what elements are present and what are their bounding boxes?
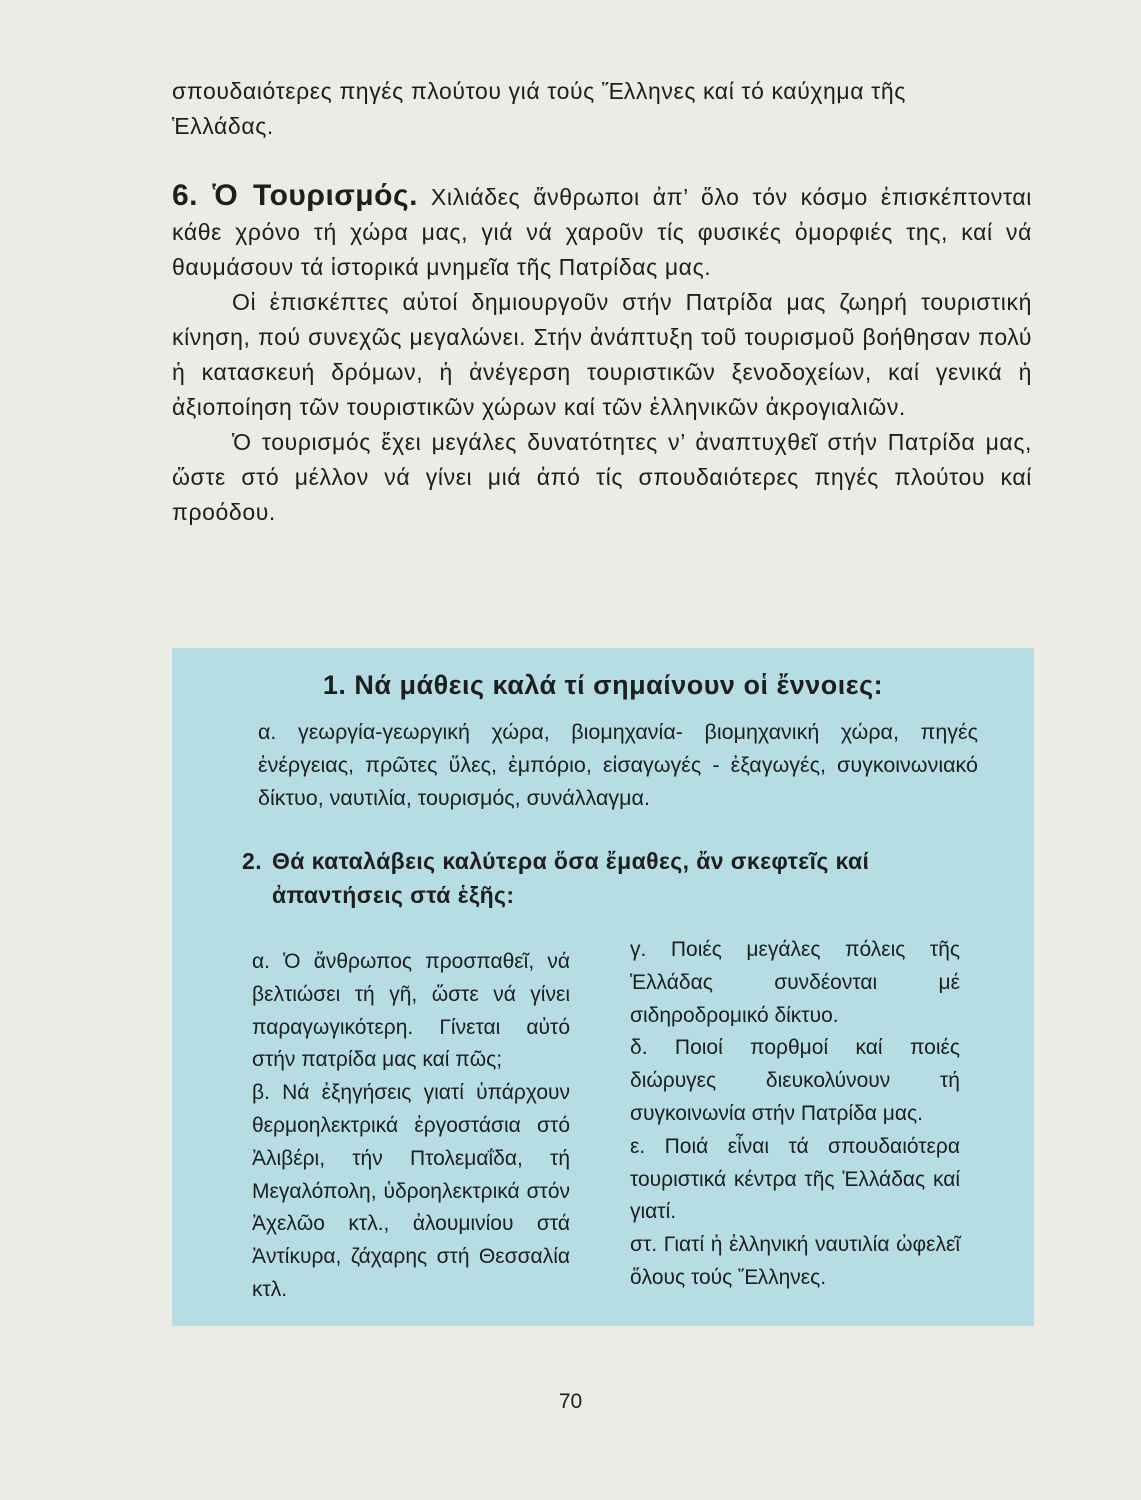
- exercise-2-title-line-2: ἀπαντήσεις στά ἑξῆς:: [272, 882, 515, 908]
- tourism-paragraph-3: Ὁ τουρισμός ἔχει μεγάλες δυνατότητες ν’ ἀναπτυχθεῖ στήν Πατρίδα μας, ὥστε στό μέλλον νά γίνει μιά ἀπό τίς σπουδαιότερες πηγές πλούτου καί προόδου.: [172, 429, 1032, 525]
- exercise-2-number: 2.: [242, 848, 262, 874]
- exercise-1-body: α. γεωργία-γεωργική χώρα, βιομηχανία- βιομηχανική χώρα, πηγές ἐνέργειας, πρῶτες ὕλες, ἐμπόριο, εἰσαγωγές - ἐξαγωγές, συγκοινωνιακό δίκτυο, ναυτιλία, τουρισμός, συνάλλαγμα.: [258, 720, 978, 810]
- main-text: [172, 74, 1032, 530]
- exercise-2-title-line-1: Θά καταλάβεις καλύτερα ὅσα ἔμαθες, ἄν σκεφτεῖς καί: [272, 848, 870, 874]
- continuation-line-1: σπουδαιότερες πηγές πλούτου γιά τούς Ἕλληνες καί τό καύχημα τῆς: [172, 78, 906, 104]
- exercise-2-left-column: [252, 946, 570, 1307]
- page-number: 70: [558, 1390, 583, 1413]
- question-c: γ. Ποιές μεγάλες πόλεις τῆς Ἑλλάδας συνδέονται μέ σιδηροδρομικό δίκτυο.: [630, 938, 960, 1027]
- tourism-paragraph-1: [172, 178, 1032, 285]
- exercise-2-right-column: [630, 934, 960, 1295]
- tourism-paragraph-2: Οἱ ἐπισκέπτες αὐτοί δημιουργοῦν στήν Πατρίδα μας ζωηρή τουριστική κίνηση, πού συνεχῶς μεγαλώνει. Στήν ἀνάπτυξη τοῦ τουρισμοῦ βοήθησαν πολύ ἡ κατασκευή δρόμων, ἡ ἀνέγερση τουριστικῶν ξενοδοχείων, καί γενικά ἡ ἀξιοποίηση τῶν τουριστικῶν χώρων καί τῶν ἑλληνικῶν ἀκρογιαλιῶν.: [172, 289, 1032, 420]
- section-heading: 6. Ὁ Τουρισμός.: [172, 179, 418, 212]
- continuation-line-2: Ἑλλάδας.: [172, 113, 274, 139]
- question-b: β. Νά ἐξηγήσεις γιατί ὑπάρχουν θερμοηλεκτρικά ἐργοστάσια στό Ἀλιβέρι, τήν Πτολεμαΐδα, τή Μεγαλόπολη, ὑδροηλεκτρικά στόν Ἀχελῶο κτλ., ἀλουμινίου στά Ἀντίκυρα, ζάχαρης στή Θεσσαλία κτλ.: [252, 1081, 570, 1301]
- question-a: α. Ὁ ἄνθρωπος προσπαθεῖ, νά βελτιώσει τή γῆ, ὥστε νά γίνει παραγωγικότερη. Γίνεται αὐτό στήν πατρίδα μας καί πῶς;: [252, 950, 570, 1072]
- continuation-text: [172, 74, 1032, 144]
- question-d: δ. Ποιοί πορθμοί καί ποιές διώρυγες διευκολύνουν τή συγκοινωνία στήν Πατρίδα μας.: [630, 1036, 960, 1125]
- question-f: στ. Γιατί ἡ ἑλληνική ναυτιλία ὠφελεῖ ὅλους τούς Ἕλληνες.: [630, 1233, 960, 1289]
- question-e: ε. Ποιά εἶναι τά σπουδαιότερα τουριστικά κέντρα τῆς Ἑλλάδας καί γιατί.: [630, 1134, 960, 1224]
- exercise-1-title: 1. Νά μάθεις καλά τί σημαίνουν οἱ ἔννοιες:: [322, 670, 884, 700]
- tourism-paragraph-1-text: Χιλιάδες ἄνθρωποι ἀπ’ ὅλο τόν κόσμο ἐπισκέπτονται κάθε χρόνο τή χώρα μας, γιά νά χαροῦν τίς φυσικές ὀμορφιές της, καί νά θαυμάσουν τά ἱστορικά μνημεῖα τῆς Πατρίδας μας.: [172, 184, 1032, 280]
- exercise-2-title: [242, 844, 962, 912]
- exercise-box: [172, 648, 1034, 1326]
